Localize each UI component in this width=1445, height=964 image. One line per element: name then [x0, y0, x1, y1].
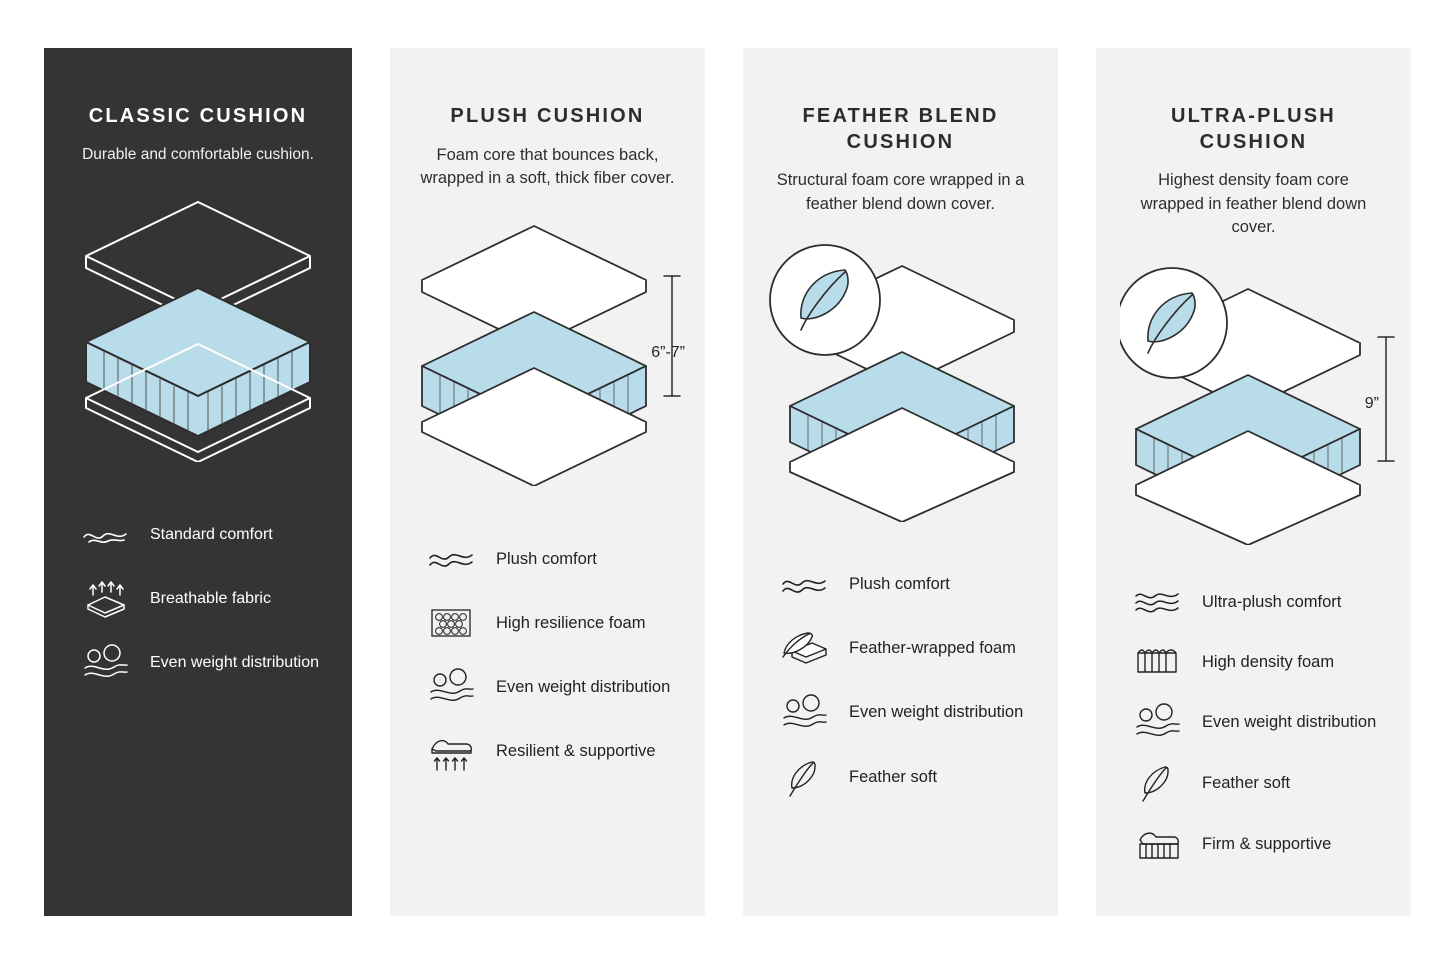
- high-density-foam-icon: [1130, 645, 1184, 679]
- feather-badge: [770, 245, 880, 355]
- card-description: Durable and comfortable cushion.: [82, 145, 314, 163]
- feature-label: Standard comfort: [150, 526, 273, 544]
- feature-item: [777, 692, 1028, 734]
- even-weight-icon: [424, 667, 478, 707]
- dimension-label-ultra-plush: 9”: [1364, 395, 1379, 413]
- feature-label: Even weight distribution: [150, 654, 319, 672]
- feather-badge: [1120, 268, 1227, 378]
- cushion-exploded-diagram-feather-blend: [767, 242, 1034, 542]
- card-title: FEATHER BLEND CUSHION: [802, 105, 999, 153]
- even-weight-icon: [1130, 702, 1184, 742]
- feature-item: [424, 666, 675, 708]
- feature-label: Plush comfort: [496, 549, 597, 568]
- feature-item: [777, 628, 1028, 670]
- dimension-label-plush: 6”-7”: [651, 344, 685, 362]
- card-plush-cushion[interactable]: [390, 48, 705, 916]
- feature-item: [777, 756, 1028, 800]
- feature-item: [424, 538, 675, 580]
- cushion-exploded-diagram-ultra-plush: [1120, 265, 1387, 565]
- wave-icon: [424, 549, 478, 569]
- honeycomb-foam-icon: [424, 604, 478, 642]
- card-description: Foam core that bounces back, wrapped in a soft, thick fiber cover.: [420, 145, 675, 188]
- feature-label: Firm & supportive: [1202, 834, 1332, 853]
- feature-label: Feather soft: [849, 768, 938, 787]
- feature-item: [1130, 823, 1381, 865]
- firm-support-icon: [1130, 824, 1184, 864]
- breathable-fabric-icon: [78, 579, 132, 619]
- feature-label: Even weight distribution: [496, 677, 671, 696]
- feature-label: Breathable fabric: [150, 590, 271, 608]
- even-weight-icon: [777, 693, 831, 733]
- feature-label: High density foam: [1202, 652, 1335, 671]
- feature-item: [777, 564, 1028, 606]
- cushion-exploded-diagram-classic: [68, 192, 328, 492]
- feature-item: [424, 730, 675, 772]
- card-description: Highest density foam core wrapped in feather blend down cover.: [1140, 171, 1367, 237]
- card-classic-cushion[interactable]: [44, 48, 352, 916]
- wave-icon: [777, 575, 831, 595]
- wave-icon: [78, 525, 132, 545]
- card-description: Structural foam core wrapped in a feather blend down cover.: [776, 171, 1025, 213]
- feature-list-plush: [414, 538, 681, 772]
- card-ultra-plush-cushion[interactable]: [1096, 48, 1411, 916]
- feature-item: [78, 642, 322, 684]
- feature-label: Feather-wrapped foam: [849, 639, 1016, 658]
- feature-label: Ultra-plush comfort: [1202, 592, 1342, 611]
- resilient-support-icon: [424, 730, 478, 772]
- feather-wrapped-foam-icon: [777, 629, 831, 669]
- wave-icon: [1130, 590, 1184, 614]
- feature-label: Even weight distribution: [849, 703, 1024, 722]
- feature-label: Resilient & supportive: [496, 741, 656, 760]
- card-feather-blend-cushion[interactable]: [743, 48, 1058, 916]
- feather-icon: [777, 756, 831, 800]
- feature-item: [1130, 641, 1381, 683]
- feature-list-classic: [68, 514, 328, 684]
- cushion-exploded-diagram-plush: [414, 216, 685, 516]
- feature-item: [78, 514, 322, 556]
- feature-list-ultra-plush: [1120, 581, 1387, 865]
- even-weight-icon: [78, 643, 132, 683]
- feature-item: [424, 602, 675, 644]
- feature-item: [78, 578, 322, 620]
- feature-item: [1130, 701, 1381, 743]
- feature-label: Plush comfort: [849, 575, 950, 594]
- feature-label: High resilience foam: [496, 613, 646, 632]
- card-title: ULTRA-PLUSH CUSHION: [1171, 105, 1336, 153]
- feature-item: [1130, 581, 1381, 623]
- card-title: CLASSIC CUSHION: [88, 105, 308, 127]
- feature-list-feather-blend: [767, 564, 1034, 800]
- feather-icon: [1130, 761, 1184, 805]
- feature-item: [1130, 761, 1381, 805]
- feature-label: Feather soft: [1202, 773, 1291, 792]
- feature-label: Even weight distribution: [1202, 712, 1377, 731]
- card-title: PLUSH CUSHION: [450, 105, 645, 127]
